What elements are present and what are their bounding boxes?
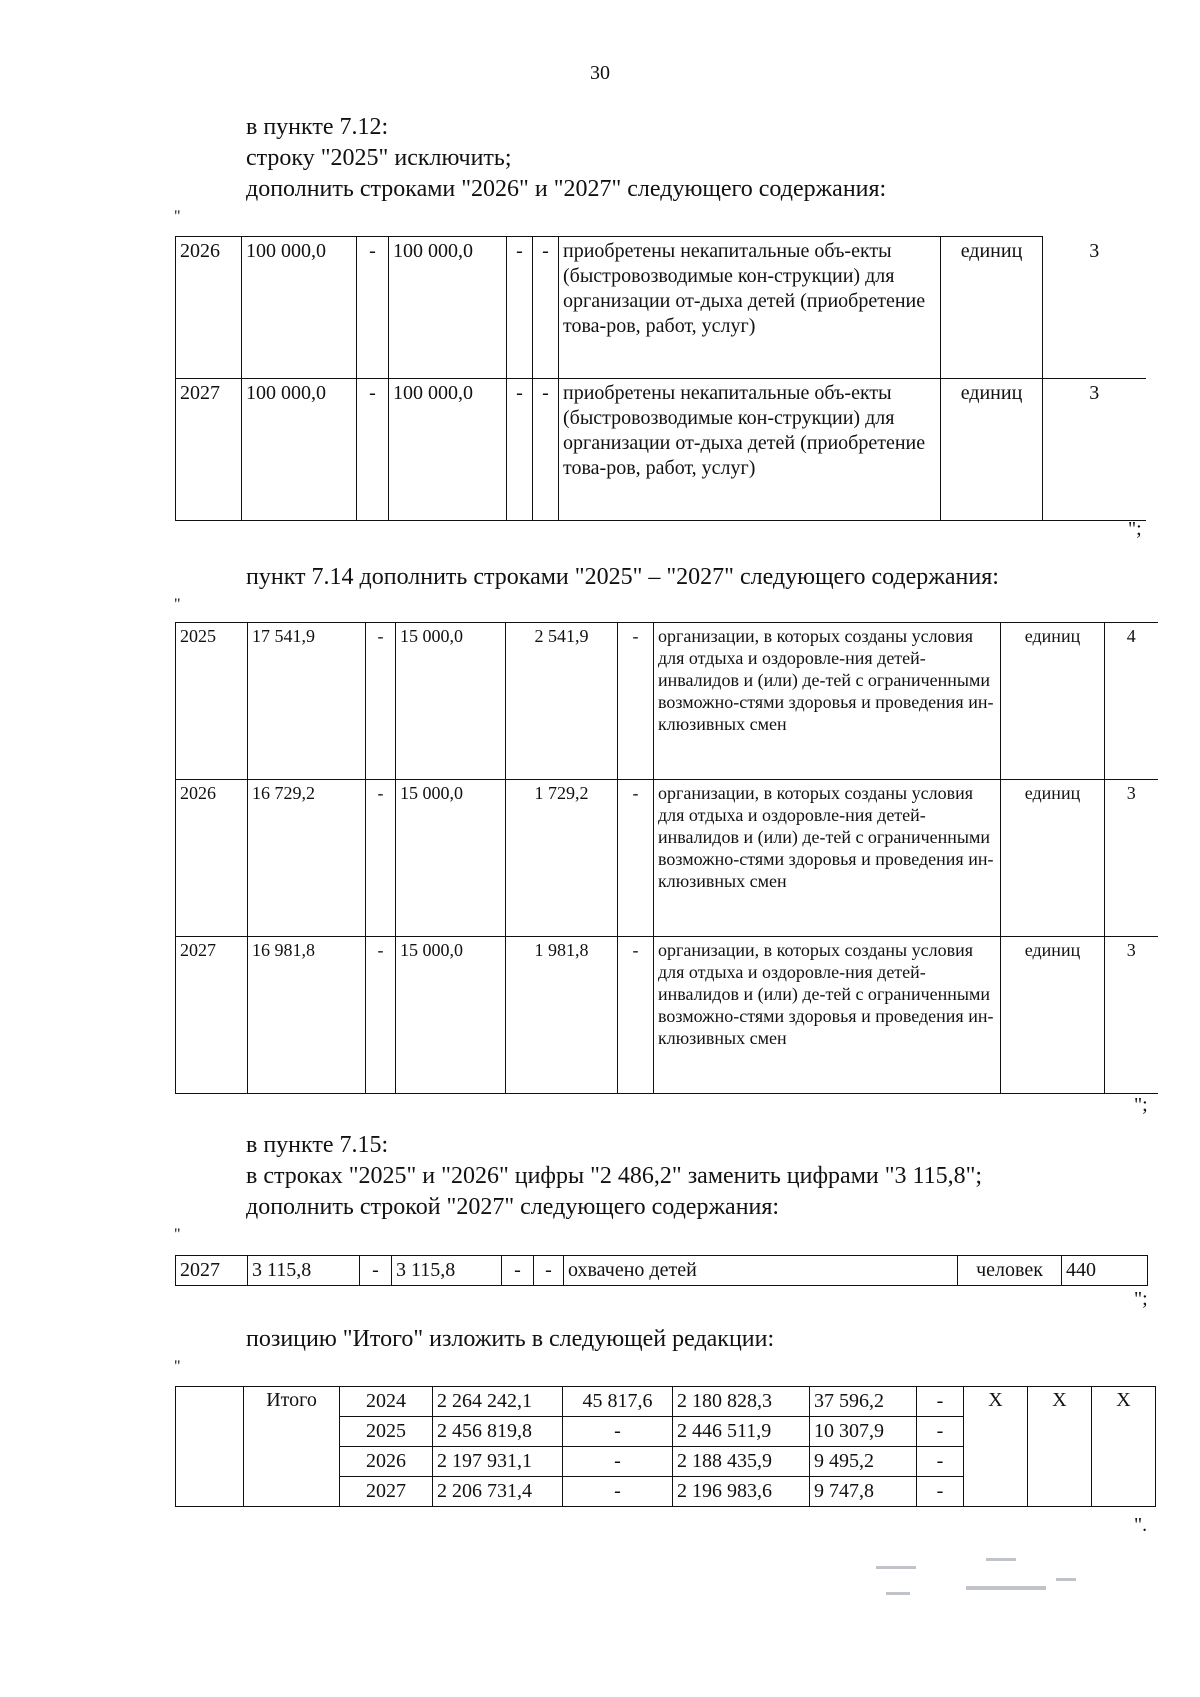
section-715-heading: в пункте 7.15:: [246, 1132, 389, 1158]
cell-total: 100 000,0: [242, 237, 357, 379]
table-715: [175, 1255, 1148, 1286]
cell-c4: 15 000,0: [396, 937, 506, 1094]
cell-unit: единиц: [1001, 937, 1105, 1094]
cell-year: 2027: [176, 379, 242, 521]
cell-year: 2027: [176, 1256, 248, 1286]
open-quote: ": [174, 208, 181, 225]
cell-x-mark: Х: [964, 1387, 1028, 1507]
close-quote: ";: [1134, 1094, 1148, 1116]
cell-c4: 2 180 828,3: [673, 1387, 810, 1417]
cell-c3: 45 817,6: [563, 1387, 673, 1417]
cell-c4: 15 000,0: [396, 780, 506, 937]
section-712-line3: дополнить строками "2026" и "2027" следующего содержания:: [246, 176, 887, 202]
cell-c3: -: [360, 1256, 392, 1286]
cell-total: 17 541,9: [248, 623, 366, 780]
cell-c6: -: [533, 237, 559, 379]
cell-c6: -: [917, 1387, 964, 1417]
cell-c3: -: [357, 237, 389, 379]
table-row: [176, 237, 1146, 379]
cell-c3: -: [366, 937, 396, 1094]
cell-description: охвачено детей: [564, 1256, 958, 1286]
cell-total: 3 115,8: [248, 1256, 360, 1286]
close-quote: ";: [1128, 518, 1142, 540]
table-row: [176, 780, 1158, 937]
cell-year: 2024: [340, 1387, 433, 1417]
cell-c6: -: [618, 780, 654, 937]
cell-empty: [176, 1387, 244, 1507]
cell-total: 16 729,2: [248, 780, 366, 937]
cell-unit: единиц: [941, 237, 1043, 379]
cell-year: 2026: [176, 780, 248, 937]
cell-total: 2 197 931,1: [433, 1447, 563, 1477]
cell-c6: -: [917, 1477, 964, 1507]
cell-unit: единиц: [1001, 780, 1105, 937]
cell-description: организации, в которых созданы условия для отдыха и оздоровле-ния детей-инвалидов и (или) де-тей с ограниченными возможно-стями здоровья и проведения ин-клюзивных смен: [654, 937, 1001, 1094]
cell-c4: 2 188 435,9: [673, 1447, 810, 1477]
close-quote: ";: [1134, 1288, 1148, 1310]
cell-year: 2025: [176, 623, 248, 780]
cell-c5: -: [507, 379, 533, 521]
cell-year: 2027: [340, 1477, 433, 1507]
table-itogo: [175, 1386, 1156, 1507]
section-714-heading: пункт 7.14 дополнить строками "2025" – "2027" следующего содержания:: [246, 564, 999, 590]
cell-description: организации, в которых созданы условия для отдыха и оздоровле-ния детей-инвалидов и (или) де-тей с ограниченными возможно-стями здоровья и проведения ин-клюзивных смен: [654, 623, 1001, 780]
cell-total: 2 456 819,8: [433, 1417, 563, 1447]
cell-c5: -: [507, 237, 533, 379]
cell-c3: -: [563, 1447, 673, 1477]
cell-c3: -: [563, 1417, 673, 1447]
cell-c5: 1 981,8: [506, 937, 618, 1094]
table-714: [175, 622, 1158, 1094]
cell-description: приобретены некапитальные объ-екты (быстровозводимые кон-струкции) для организации от-дыха детей (приобретение това-ров, работ, услуг): [559, 379, 941, 521]
cell-unit: единиц: [941, 379, 1043, 521]
open-quote: ": [174, 1226, 181, 1243]
table-row: [176, 623, 1158, 780]
section-715-line2: в строках "2025" и "2026" цифры "2 486,2" заменить цифрами "3 115,8";: [246, 1163, 983, 1189]
cell-unit: человек: [958, 1256, 1062, 1286]
cell-c5: 10 307,9: [810, 1417, 917, 1447]
cell-x-mark: Х: [1092, 1387, 1156, 1507]
cell-c4: 3 115,8: [392, 1256, 502, 1286]
table-row: [176, 1256, 1148, 1286]
section-712-heading: в пункте 7.12:: [246, 114, 389, 140]
cell-c3: -: [366, 780, 396, 937]
cell-c3: -: [366, 623, 396, 780]
table-row: [176, 379, 1146, 521]
cell-c3: -: [357, 379, 389, 521]
cell-description: приобретены некапитальные объ-екты (быстровозводимые кон-струкции) для организации от-дыха детей (приобретение това-ров, работ, услуг): [559, 237, 941, 379]
cell-c6: -: [618, 623, 654, 780]
cell-value: 3: [1043, 237, 1146, 379]
cell-year: 2025: [340, 1417, 433, 1447]
table-row: [176, 937, 1158, 1094]
table-row: [176, 1387, 1156, 1417]
cell-value: 3: [1043, 379, 1146, 521]
cell-c6: -: [917, 1417, 964, 1447]
cell-year: 2026: [340, 1447, 433, 1477]
cell-c5: 1 729,2: [506, 780, 618, 937]
stamp-residue: [856, 1548, 1096, 1608]
section-715-line3: дополнить строкой "2027" следующего содержания:: [246, 1194, 780, 1220]
cell-year: 2027: [176, 937, 248, 1094]
table-712: [175, 236, 1146, 521]
cell-c4: 100 000,0: [389, 379, 507, 521]
cell-total: 2 264 242,1: [433, 1387, 563, 1417]
cell-c6: -: [917, 1447, 964, 1477]
cell-c5: 9 495,2: [810, 1447, 917, 1477]
cell-c6: -: [534, 1256, 564, 1286]
cell-x-mark: Х: [1028, 1387, 1092, 1507]
cell-c6: -: [533, 379, 559, 521]
cell-total: 2 206 731,4: [433, 1477, 563, 1507]
cell-value: 3: [1105, 937, 1158, 1094]
cell-c5: 9 747,8: [810, 1477, 917, 1507]
cell-total: 16 981,8: [248, 937, 366, 1094]
open-quote: ": [174, 596, 181, 613]
open-quote: ": [174, 1358, 181, 1375]
section-712-line2: строку "2025" исключить;: [246, 145, 512, 171]
cell-itogo-label: Итого: [244, 1387, 340, 1507]
cell-value: 4: [1105, 623, 1158, 780]
cell-year: 2026: [176, 237, 242, 379]
cell-c4: 2 196 983,6: [673, 1477, 810, 1507]
cell-unit: единиц: [1001, 623, 1105, 780]
cell-c4: 100 000,0: [389, 237, 507, 379]
cell-c5: -: [502, 1256, 534, 1286]
cell-c6: -: [618, 937, 654, 1094]
cell-c5: 2 541,9: [506, 623, 618, 780]
cell-c5: 37 596,2: [810, 1387, 917, 1417]
section-itogo-heading: позицию "Итого" изложить в следующей редакции:: [246, 1326, 775, 1352]
cell-c4: 15 000,0: [396, 623, 506, 780]
cell-total: 100 000,0: [242, 379, 357, 521]
cell-c3: -: [563, 1477, 673, 1507]
cell-value: 440: [1062, 1256, 1148, 1286]
cell-value: 3: [1105, 780, 1158, 937]
close-quote: ".: [1134, 1514, 1148, 1536]
stamp-icon: [856, 1548, 1096, 1608]
cell-description: организации, в которых созданы условия для отдыха и оздоровле-ния детей-инвалидов и (или) де-тей с ограниченными возможно-стями здоровья и проведения ин-клюзивных смен: [654, 780, 1001, 937]
page-number: 30: [590, 62, 610, 84]
cell-c4: 2 446 511,9: [673, 1417, 810, 1447]
